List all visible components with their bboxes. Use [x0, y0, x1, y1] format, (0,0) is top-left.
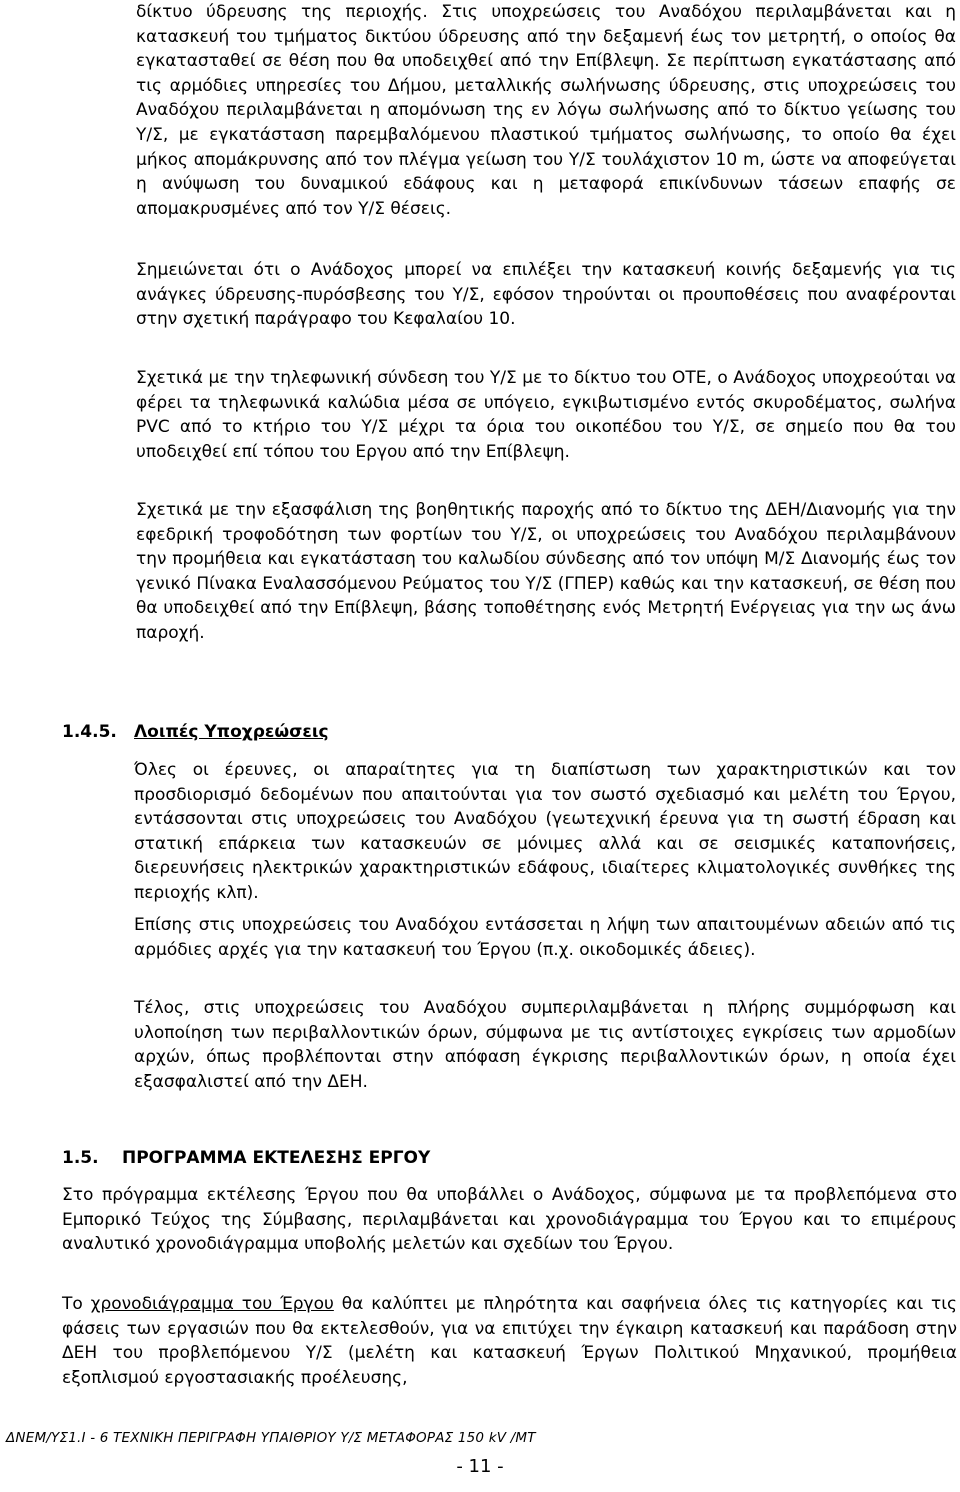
paragraph-execution-program: Στο πρόγραμμα εκτέλεσης Έργου που θα υποβάλλει ο Ανάδοχος, σύμφωνα με τα προβλεπόμενα στο Εμπορικό Τεύχος της Σύμβασης, περιλαμβάνεται και χρονοδιάγραμμα του Έργου και το επιμέρους αναλυτικό χρονοδιάγραμμα υποβολής μελετών και σχεδίων του Έργου. [62, 1185, 957, 1255]
paragraph-environmental-terms: Τέλος, στις υποχρεώσεις του Αναδόχου συμπεριλαμβάνεται η πλήρης συμμόρφωση και υλοποίηση των περιβαλλοντικών όρων, σύμφωνα με τις αντίστοιχες εγκρίσεις των αρμοδίων αρχών, όπως προβλέπονται στην απόφαση έγκρισης περιβαλλοντικών όρων, η οποία έχει εξασφαλιστεί από την ΔΕΗ. [134, 998, 956, 1092]
section-number: 1.4.5. [62, 722, 117, 742]
timetable-lead: Το [62, 1294, 91, 1314]
timetable-term: χρονοδιάγραμμα του Έργου [90, 1294, 334, 1314]
paragraph-permits: Επίσης στις υποχρεώσεις του Αναδόχου εντάσσεται η λήψη των απαιτουμένων αδειών από τις αρμόδιες αρχές για την κατασκευή του Έργου (π.χ. οικοδομικές άδειες). [134, 915, 956, 960]
section-title: Λοιπές Υποχρεώσεις [134, 722, 329, 742]
paragraph-timetable [62, 1292, 957, 1390]
paragraph-common-tank: Σημειώνεται ότι ο Ανάδοχος μπορεί να επιλέξει την κατασκευή κοινής δεξαμενής για τις ανάγκες ύδρευσης-πυρόσβεσης του Υ/Σ, εφόσον τηρούνται οι προυποθέσεις που αναφέρονται στην σχετική παράγραφο του Κεφαλαίου 10. [136, 260, 956, 330]
section-heading-other-obligations [62, 720, 329, 744]
paragraph-auxiliary-supply: Σχετικά με την εξασφάλιση της βοηθητικής παροχής από το δίκτυο της ΔΕΗ/Διανομής για την εφεδρική τροφοδότηση των φορτίων του Υ/Σ, οι υποχρεώσεις του Αναδόχου περιλαμβάνουν την προμήθεια και εγκατάσταση του καλωδίου σύνδεσης από τον υπόψη Μ/Σ Διανομής έως τον γενικό Πίνακα Εναλασσόμενου Ρεύματος του Υ/Σ (ΓΠΕΡ) καθώς και την κατασκευή, σε θέση που θα υποδειχθεί από την Επίβλεψη, βάσης τοποθέτησης ενός Μετρητή Ενέργειας για την ως άνω παροχή. [136, 500, 956, 643]
section-number: 1.5. [62, 1148, 99, 1168]
timetable-text: θα καλύπτει με πληρότητα και σαφήνεια όλες τις κατηγορίες και τις φάσεις των εργασιών που θα εκτελεσθούν, για να επιτύχει την έγκαιρη κατασκευή και παράδοση στην ΔΕΗ του προβλεπόμενου Υ/Σ (μελέτη και κατασκευή Έργων Πολιτικού Μηχανικού, προμήθεια εξοπλισμού εργοστασιακής προέλευσης, [62, 1294, 957, 1388]
paragraph-surveys: Όλες οι έρευνες, οι απαραίτητες για τη διαπίστωση των χαρακτηριστικών και τον προσδιορισμό δεδομένων που απαιτούνται για τον σωστό σχεδιασμό και μελέτη του Έργου, εντάσσονται στις υποχρεώσεις του Αναδόχου (γεωτεχνική έρευνα για τη σωστή έδραση και στατική επάρκεια των κατασκευών σε μόνιμες αλλά και σε σεισμικές καταπονήσεις, διερευνήσεις ηλεκτρικών χαρακτηριστικών εδάφους, ιδιαίτερες κλιματολογικές συνθήκες της περιοχής κλπ). [134, 760, 956, 903]
section-heading-schedule [62, 1146, 430, 1170]
paragraph-water-network: δίκτυο ύδρευσης της περιοχής. Στις υποχρεώσεις του Αναδόχου περιλαμβάνεται και η κατασκευή του τμήματος δικτύου ύδρευσης από την δεξαμενή έως τον μετρητή, ο οποίος θα εγκατασταθεί σε θέση που θα υποδειχθεί από την Επίβλεψη. Σε περίπτωση εγκατάστασης από τις αρμόδιες υπηρεσίες του Δήμου, μεταλλικής σωλήνωσης ύδρευσης, στις υποχρεώσεις του Αναδόχου περιλαμβάνεται η απομόνωση της εν λόγω σωλήνωσης από το δίκτυο γείωσης του Υ/Σ, με εγκατάσταση παρεμβαλόμενου πλαστικού τμήματος σωλήνωσης, το οποίο θα έχει μήκος απομάκρυνσης από τον πλέγμα γείωση του Υ/Σ τουλάχιστον 10 m, ώστε να αποφεύγεται η ανύψωση του δυναμικού εδάφους και η μεταφορά επικίνδυνων τάσεων επαφής σε απομακρυσμένες από τον Υ/Σ θέσεις. [136, 2, 956, 219]
section-title: ΠΡΟΓΡΑΜΜΑ ΕΚΤΕΛΕΣΗΣ ΕΡΓΟΥ [122, 1148, 431, 1168]
paragraph-telephone-connection: Σχετικά με την τηλεφωνική σύνδεση του Υ/Σ με το δίκτυο του ΟΤΕ, ο Ανάδοχος υποχρεούται να φέρει τα τηλεφωνικά καλώδια μέσα σε υπόγειο, εγκιβωτισμένο εντός σκυροδέματος, σωλήνα PVC από το κτήριο του Υ/Σ μέχρι τα όρια του οικοπέδου του Υ/Σ, σε σημείο που θα του υποδειχθεί επί τόπου του Εργου από την Επίβλεψη. [136, 368, 956, 462]
document-reference-footer: ΔΝΕΜ/ΥΣ1.Ι - 6 ΤΕΧΝΙΚΗ ΠΕΡΙΓΡΑΦΗ ΥΠΑΙΘΡΙΟΥ Υ/Σ ΜΕΤΑΦΟΡΑΣ 150 kV /ΜΤ [6, 1430, 536, 1446]
page-number: - 11 - [456, 1456, 504, 1477]
